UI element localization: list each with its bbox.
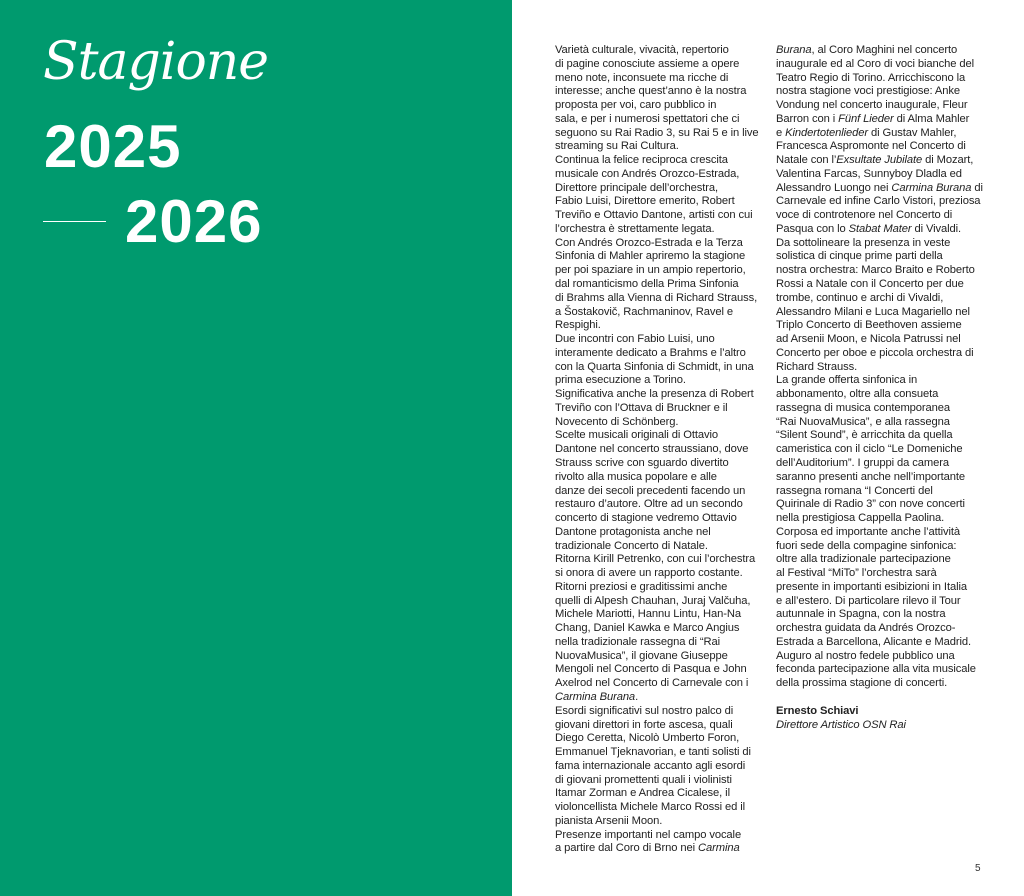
body-text-line: Treviño con l’Ottava di Bruckner e il (555, 401, 728, 414)
body-text-line: orchestra guidata da Andrés Orozco- (776, 622, 956, 635)
body-text-line: tradizionale Concerto di Natale. (555, 539, 708, 552)
body-text-line: l’orchestra è strettamente legata. (555, 222, 715, 235)
body-text-line: ad Arsenii Moon, e Nicola Patrussi nel (776, 333, 961, 346)
body-text-line: Richard Strauss. (776, 360, 858, 373)
body-text-line: Esordi significativi sul nostro palco di (555, 704, 734, 717)
body-text-line: streaming su Rai Cultura. (555, 140, 679, 153)
body-text-line: Due incontri con Fabio Luisi, uno (555, 333, 715, 346)
body-text-line: inaugurale ed al Coro di voci bianche del (776, 57, 975, 70)
body-text-line: trombe, continuo e archi di Vivaldi, (776, 291, 944, 304)
body-text-line: feconda partecipazione alla vita musicale (776, 663, 976, 676)
body-text-line: con la Quarta Sinfonia di Schmidt, in una (555, 360, 754, 373)
title-year-end: 2026 (125, 188, 263, 255)
body-text-line: al Festival “MiTo” l’orchestra sarà (776, 567, 937, 580)
body-text-line: Corposa ed importante anche l’attività (776, 525, 961, 538)
body-text-line: voce di controtenore nel Concerto di (776, 209, 953, 222)
body-text-line: Continua la felice reciproca crescita (555, 154, 728, 167)
title-dash-rule (43, 221, 106, 222)
body-text-line: Sinfonia di Mahler apriremo la stagione (555, 250, 746, 263)
body-text-line: Treviño e Ottavio Dantone, artisti con cui (555, 209, 753, 222)
body-text-line: dell’Auditorium”. I gruppi da camera (776, 456, 949, 469)
body-text-line: nostra stagione voci prestigiose: Anke (776, 85, 961, 98)
body-text-line: Chang, Daniel Kawka e Marco Angius (555, 622, 740, 635)
body-text-line: Diego Ceretta, Nicolò Umberto Foron, (555, 732, 740, 745)
body-text-line: Emmanuel Tjeknavorian, e tanti solisti di (555, 746, 751, 759)
body-text-line: restauro d’autore. Oltre ad un secondo (555, 498, 743, 511)
body-text-line: solistica di cinque prime parti della (776, 250, 943, 263)
body-text-line: Auguro al nostro fedele pubblico una (776, 649, 955, 662)
body-text-line: Triplo Concerto di Beethoven assieme (776, 319, 962, 332)
body-text-line: Direttore principale dell’orchestra, (555, 181, 719, 194)
body-text-line: Alessandro Luongo nei Carmina Burana di (776, 181, 983, 194)
body-text-line: quelli di Alpesh Chauhan, Juraj Valčuha, (555, 594, 751, 607)
body-text-line: Barron con i Fünf Lieder di Alma Mahler (776, 112, 970, 125)
body-text-line: fama internazionale accanto agli esordi (555, 759, 746, 772)
body-text-line: Ritorni preziosi e graditissimi anche (555, 580, 728, 593)
body-text-line: concerto di stagione vedremo Ottavio (555, 512, 737, 525)
body-text-line: saranno presenti anche nell’importante (776, 470, 965, 483)
body-text-line: Valentina Farcas, Sunnyboy Dladla ed (776, 167, 962, 180)
body-text-line: Burana, al Coro Maghini nel concerto (776, 44, 958, 56)
body-text-line: nostra orchestra: Marco Braito e Roberto (776, 264, 975, 277)
page-number: 5 (975, 863, 981, 874)
body-text-line: sala, e per i numerosi spettatori che ci (555, 112, 740, 125)
body-text-line: meno note, inconsuete ma ricche di (555, 71, 729, 84)
body-text-line: Dantone nel concerto straussiano, dove (555, 443, 749, 456)
body-text-line: autunnale in Spagna, con la nostra (776, 608, 946, 621)
body-text-line: Novecento di Schönberg. (555, 415, 679, 428)
body-text-line: abbonamento, oltre alla consueta (776, 388, 939, 401)
body-text-line: della prossima stagione di concerti. (776, 677, 948, 690)
signature-block (776, 705, 988, 733)
body-text-line: prima esecuzione a Torino. (555, 374, 686, 387)
body-text-line: a Šostakovič, Rachmaninov, Ravel e (555, 305, 733, 318)
body-text-line: oltre alla tradizionale partecipazione (776, 553, 951, 566)
body-text-line: di pagine conosciute assieme a opere (555, 57, 740, 70)
body-text-line: Da sottolineare la presenza in veste (776, 236, 951, 249)
body-text-line: si onora di avere un rapporto costante. (555, 567, 743, 580)
body-text-line: Fabio Luisi, Direttore emerito, Robert (555, 195, 735, 208)
body-text-line: Rossi a Natale con il Concerto per due (776, 278, 964, 291)
body-text-line: giovani direttori in forte ascesa, quali (555, 718, 733, 731)
body-text-line: musicale con Andrés Orozco-Estrada, (555, 167, 740, 180)
body-text-line: e all’estero. Di particolare rilevo il Tour (776, 594, 961, 607)
body-text-line: Varietà culturale, vivacità, repertorio (555, 44, 729, 56)
body-text-line: nella prestigiosa Cappella Paolina. (776, 512, 945, 525)
body-text-line: NuovaMusica”, il giovane Giuseppe (555, 649, 728, 662)
body-text-line: fuori sede della compagine sinfonica: (776, 539, 957, 552)
title-year-start: 2025 (44, 113, 182, 180)
body-text-line: Respighi. (555, 319, 601, 332)
body-text-line: Vondung nel concerto inaugurale, Fleur (776, 99, 968, 112)
signature-name: Ernesto Schiavi (776, 704, 859, 717)
body-text-line: Carmina Burana. (555, 690, 639, 703)
body-text-line: violoncellista Michele Marco Rossi ed il (555, 801, 745, 814)
body-text-line: di giovani promettenti quali i violinisti (555, 773, 732, 786)
body-text-line: Significativa anche la presenza di Robert (555, 388, 754, 401)
body-text-line: Natale con l’Exsultate Jubilate di Mozart, (776, 154, 974, 167)
body-text-line: Dantone protagonista anche nel (555, 525, 711, 538)
body-text-line: Teatro Regio di Torino. Arricchiscono la (776, 71, 966, 84)
body-text-line: Concerto per oboe e piccola orchestra di (776, 346, 974, 359)
body-text-line: Carnevale ed infine Carlo Vistori, preziosa (776, 195, 981, 208)
body-text-line: danze dei secoli precedenti facendo un (555, 484, 746, 497)
body-text-line: Quirinale di Radio 3” con nove concerti (776, 498, 965, 511)
body-column-right (776, 44, 988, 732)
body-text-line: interesse; anche quest’anno è la nostra (555, 85, 747, 98)
title-stagione: Stagione (43, 32, 269, 92)
body-text-line: Michele Mariotti, Hannu Lintu, Han-Na (555, 608, 741, 621)
body-text-line: Strauss scrive con sguardo divertito (555, 456, 729, 469)
body-text-line: La grande offerta sinfonica in (776, 374, 918, 387)
body-text-line: Scelte musicali originali di Ottavio (555, 429, 719, 442)
body-text-line: Axelrod nel Concerto di Carnevale con i (555, 677, 749, 690)
body-text-line: Con Andrés Orozco-Estrada e la Terza (555, 236, 743, 249)
body-text-line: proposta per voi, caro pubblico in (555, 99, 717, 112)
body-text-line: Ritorna Kirill Petrenko, con cui l’orchestra (555, 553, 756, 566)
body-text-line: pianista Arsenii Moon. (555, 814, 663, 827)
body-text-line: presente in importanti esibizioni in Italia (776, 580, 967, 593)
body-text-line: rassegna di musica contemporanea (776, 401, 951, 414)
body-text-line: rivolto alla musica popolare e alle (555, 470, 717, 483)
body-text-line: Itamar Zorman e Andrea Cicalese, il (555, 787, 730, 800)
body-text-line: Presenze importanti nel campo vocale (555, 828, 742, 841)
body-column-left (555, 44, 767, 856)
body-text-line: Estrada a Barcellona, Alicante e Madrid. (776, 635, 971, 648)
body-text-line: dal romanticismo della Prima Sinfonia (555, 278, 739, 291)
body-text-line: interamente dedicato a Brahms e l’altro (555, 346, 746, 359)
body-text-line: “Silent Sound”, è arricchita da quella (776, 429, 953, 442)
body-text-line: Francesca Aspromonte nel Concerto di (776, 140, 966, 153)
body-text-line: seguono su Rai Radio 3, su Rai 5 e in live (555, 126, 759, 139)
body-text-line: Mengoli nel Concerto di Pasqua e John (555, 663, 747, 676)
body-text-line: nella tradizionale rassegna di “Rai (555, 635, 721, 648)
body-text-line: per poi spaziare in un ampio repertorio, (555, 264, 746, 277)
body-text-line: rassegna romana “I Concerti del (776, 484, 933, 497)
body-text-line: “Rai NuovaMusica”, e alla rassegna (776, 415, 950, 428)
body-text-line: di Brahms alla Vienna di Richard Strauss, (555, 291, 758, 304)
body-text-line: a partire dal Coro di Brno nei Carmina (555, 842, 740, 855)
signature-role: Direttore Artistico OSN Rai (776, 718, 906, 731)
body-text-line: cameristica con il ciclo “Le Domeniche (776, 443, 963, 456)
body-text-line: Alessandro Milani e Luca Magariello nel (776, 305, 970, 318)
body-text-line: e Kindertotenlieder di Gustav Mahler, (776, 126, 957, 139)
body-text-line: Pasqua con lo Stabat Mater di Vivaldi. (776, 222, 962, 235)
